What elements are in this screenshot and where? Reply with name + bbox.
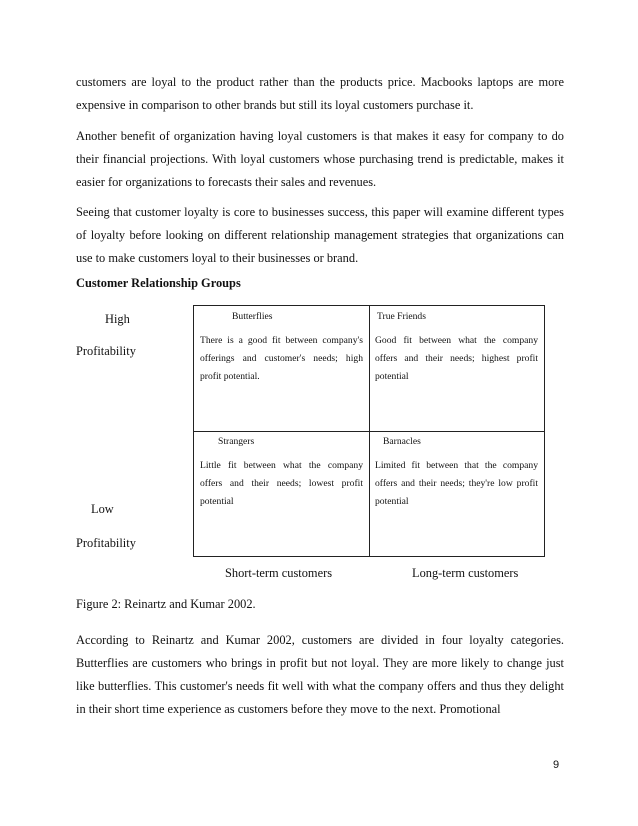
y-axis-high-label: High bbox=[105, 312, 130, 326]
page-number: 9 bbox=[553, 759, 560, 771]
y-axis-low-profitability-label: Profitability bbox=[76, 536, 136, 550]
cell-strangers-text: Little fit between what the company offers and their needs; lowest profit potential bbox=[200, 460, 363, 507]
paragraph-reinartz-kumar: According to Reinartz and Kumar 2002, customers are divided in four loyalty categories. Butterflies are customers who brings in profit but not loyal. They are more likely to change just like butterflies. This customer's needs fit well with what the company offers and thus they delight in their short time experience as customers before they move to the next. Promotional bbox=[76, 633, 564, 716]
y-axis-high-profitability-label: Profitability bbox=[76, 344, 136, 358]
paragraph-financial-projections: Another benefit of organization having loyal customers is that makes it easy for company to do their financial projections. With loyal customers whose purchasing trend is predictable, makes it easier for organizations to forecasts their sales and revenues. bbox=[76, 129, 564, 189]
cell-barnacles bbox=[369, 431, 544, 557]
x-axis-long-term-label: Long-term customers bbox=[412, 566, 519, 580]
section-heading: Customer Relationship Groups bbox=[76, 276, 241, 290]
paragraph-macbooks: customers are loyal to the product rather than the products price. Macbooks laptops are more expensive in comparison to other brands but still its loyal customers purchase it. bbox=[76, 75, 564, 112]
cell-barnacles-title: Barnacles bbox=[383, 436, 421, 447]
cell-butterflies bbox=[194, 306, 370, 432]
cell-barnacles-text: Limited fit between that the company offers and their needs; they're low profit potential bbox=[375, 460, 538, 507]
y-axis-low-label: Low bbox=[91, 502, 114, 516]
cell-strangers-title: Strangers bbox=[218, 436, 255, 447]
cell-strangers bbox=[194, 431, 370, 557]
cell-true-friends-title: True Friends bbox=[377, 311, 426, 322]
figure-caption: Figure 2: Reinartz and Kumar 2002. bbox=[76, 597, 256, 611]
x-axis-short-term-label: Short-term customers bbox=[225, 566, 333, 580]
customer-relationship-matrix bbox=[193, 305, 545, 557]
paragraph-loyalty-core: Seeing that customer loyalty is core to businesses success, this paper will examine different types of loyalty before looking on different relationship management strategies that organizations can use to make customers loyal to their businesses or brand. bbox=[76, 205, 564, 265]
cell-butterflies-text: There is a good fit between company's offerings and customer's needs; high profit potential. bbox=[200, 335, 363, 382]
cell-butterflies-title: Butterflies bbox=[232, 311, 273, 322]
cell-true-friends-text: Good fit between what the company offers and their needs; highest profit potential bbox=[375, 335, 538, 382]
cell-true-friends bbox=[369, 306, 544, 432]
